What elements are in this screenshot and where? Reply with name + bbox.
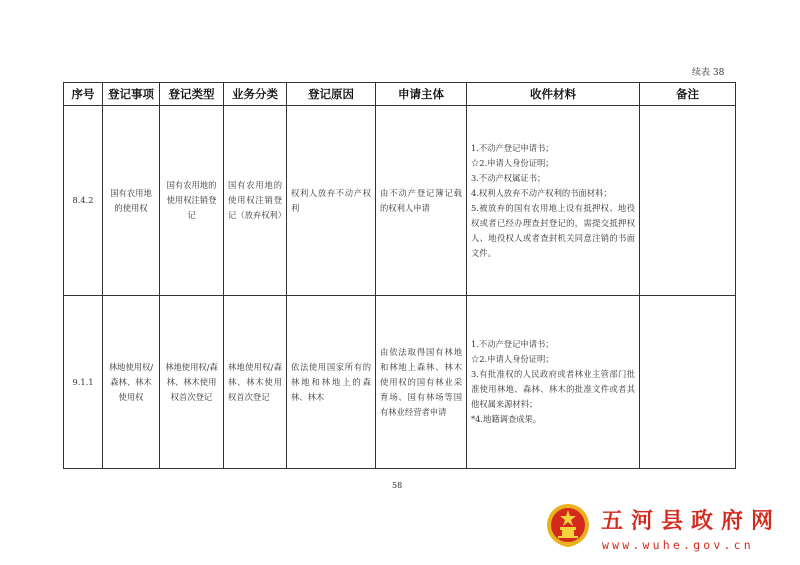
material-item: ☆2.申请人身份证明； <box>471 354 554 364</box>
material-item: 1.不动产登记申请书； <box>471 339 554 349</box>
continued-label: 续表 38 <box>692 68 725 78</box>
cell-applicant: 由不动产登记簿记载的权利人申请 <box>376 106 467 296</box>
material-item: 3.有批准权的人民政府或者林业主管部门批准使用林地、森林、林木的批准文件或者其他权属来源材料； <box>471 369 635 409</box>
page-number: 58 <box>392 481 403 490</box>
material-item: *4.地籍调查成果。 <box>471 414 542 424</box>
header-seq: 序号 <box>64 83 103 106</box>
table-row <box>64 296 736 469</box>
header-type: 登记类型 <box>160 83 224 106</box>
material-item: 4.权利人放弃不动产权利的书面材料； <box>471 187 612 198</box>
cell-seq: 8.4.2 <box>64 106 103 296</box>
site-name: 五河县政府网 <box>601 509 782 534</box>
cell-remark <box>640 296 736 469</box>
table-row <box>64 106 736 296</box>
site-watermark[interactable] <box>545 500 795 560</box>
header-remark: 备注 <box>640 83 736 106</box>
material-item: ☆2.申请人身份证明； <box>471 157 554 168</box>
material-item: 5.被放弃的国有农用地上设有抵押权、地役权或者已经办理查封登记的，需提交抵押权人、地役权人或者查封机关同意注销的书面文件。 <box>471 202 635 258</box>
registration-table <box>63 82 736 469</box>
cell-materials <box>467 296 640 469</box>
cell-applicant: 由依法取得国有林地和林地上森林、林木使用权的国有林业采育场、国有林场等国有林业经营者申请 <box>376 296 467 469</box>
cell-reason: 依法使用国家所有的林地和林地上的森林、林木 <box>287 296 376 469</box>
national-emblem-icon <box>545 502 591 548</box>
header-item: 登记事项 <box>103 83 160 106</box>
header-category: 业务分类 <box>224 83 287 106</box>
header-applicant: 申请主体 <box>376 83 467 106</box>
table-header-row <box>64 83 736 106</box>
cell-materials <box>467 106 640 296</box>
cell-type: 国有农用地的使用权注销登记 <box>160 106 224 296</box>
cell-reason: 权利人放弃不动产权利 <box>287 106 376 296</box>
cell-item: 林地使用权/森林、林木使用权 <box>103 296 160 469</box>
site-url: www.wuhe.gov.cn <box>602 538 754 552</box>
cell-seq: 9.1.1 <box>64 296 103 469</box>
cell-remark <box>640 106 736 296</box>
material-item: 3.不动产权属证书； <box>471 172 546 183</box>
cell-category: 林地使用权/森林、林木使用权首次登记 <box>224 296 287 469</box>
material-item: 1.不动产登记申请书； <box>471 142 554 153</box>
cell-item: 国有农用地的使用权 <box>103 106 160 296</box>
cell-type: 林地使用权/森林、林木使用权首次登记 <box>160 296 224 469</box>
header-materials: 收件材料 <box>467 83 640 106</box>
cell-category: 国有农用地的使用权注销登记（放弃权利） <box>224 106 287 296</box>
header-reason: 登记原因 <box>287 83 376 106</box>
